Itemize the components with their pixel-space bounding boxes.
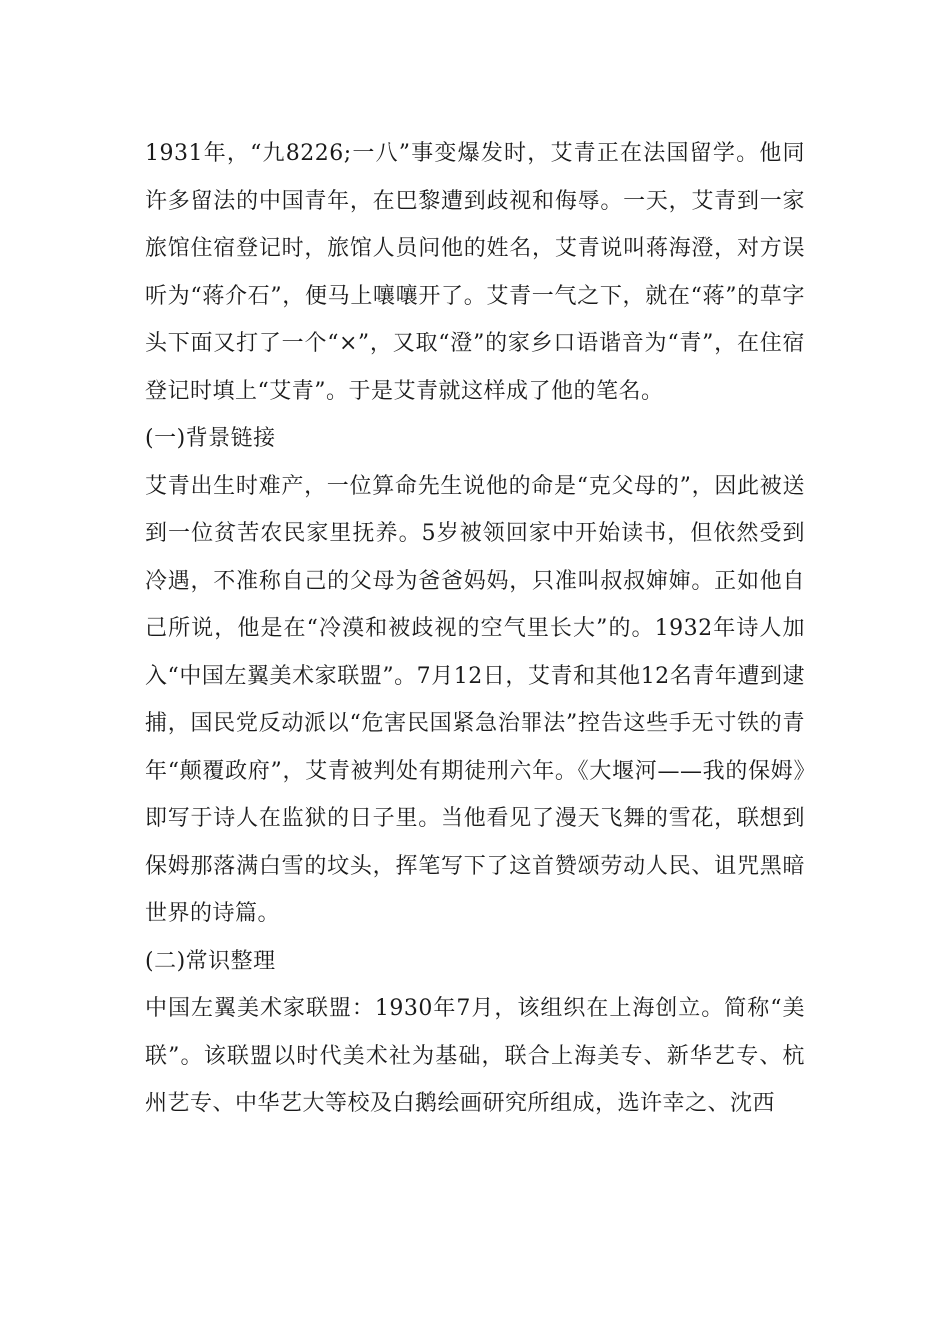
- paragraph-ai-qing-pen-name: 1931年，“九8226;一八”事变爆发时，艾青正在法国留学。他同许多留法的中国青年，在巴黎遭到歧视和侮辱。一天，艾青到一家旅馆住宿登记时，旅馆人员问他的姓名，艾青说叫蒋海澄，对方误听为“蒋介石”，便马上嚷嚷开了。艾青一气之下，就在“蒋”的草字头下面又打了一个“×”，又取“澄”的家乡口语谐音为“青”，在住宿登记时填上“艾青”。于是艾青就这样成了他的笔名。: [145, 141, 805, 404]
- document-body: [145, 130, 805, 1128]
- section-heading-background: (一)背景链接: [145, 426, 276, 451]
- paragraph-left-wing-artists-league: 中国左翼美术家联盟：1930年7月，该组织在上海创立。简称“美联”。该联盟以时代美术社为基础，联合上海美专、新华艺专、杭州艺专、中华艺大等校及白鹅绘画研究所组成，选许幸之、沈西: [145, 996, 805, 1116]
- paragraph-background: 艾青出生时难产，一位算命先生说他的命是“克父母的”，因此被送到一位贫苦农民家里抚养。5岁被领回家中开始读书，但依然受到冷遇，不准称自己的父母为爸爸妈妈，只准叫叔叔婶婶。正如他自己所说，他是在“冷漠和被歧视的空气里长大”的。1932年诗人加入“中国左翼美术家联盟”。7月12日，艾青和其他12名青年遭到逮捕，国民党反动派以“危害民国紧急治罪法”控告这些手无寸铁的青年“颠覆政府”，艾青被判处有期徒刑六年。《大堰河——我的保姆》即写于诗人在监狱的日子里。当他看见了漫天飞舞的雪花，联想到保姆那落满白雪的坟头，挥笔写下了这首赞颂劳动人民、诅咒黑暗世界的诗篇。: [145, 473, 805, 926]
- section-heading-knowledge: (二)常识整理: [145, 948, 276, 974]
